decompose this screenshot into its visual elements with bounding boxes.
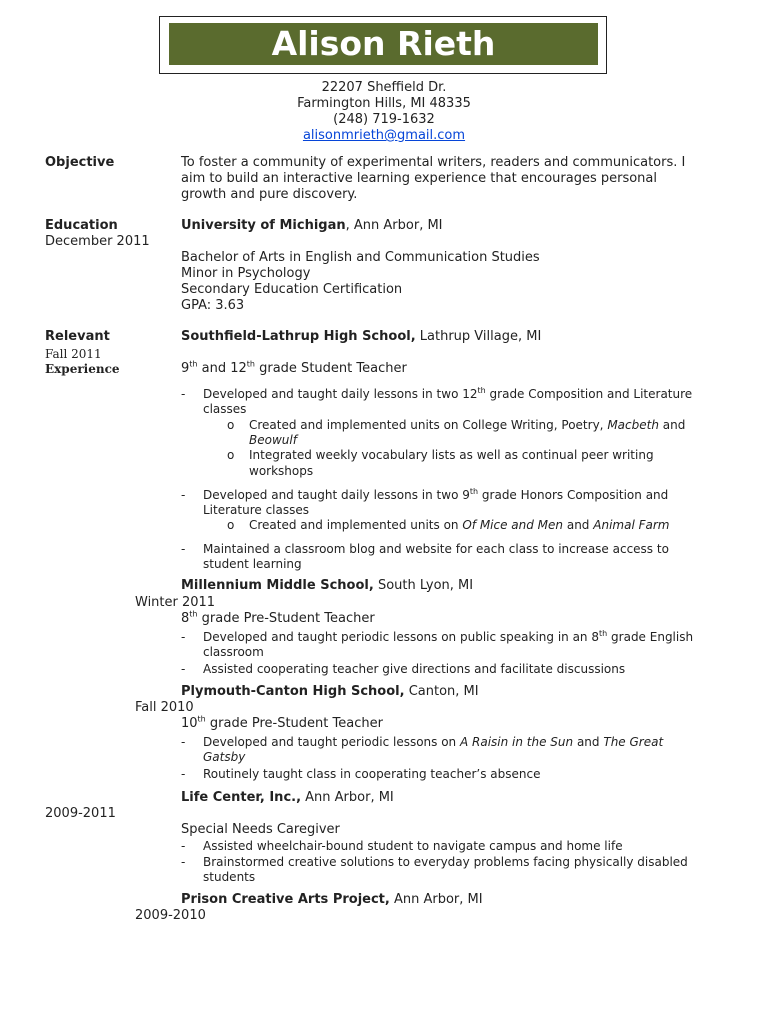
job1-bullet2-line2: Literature classes (203, 503, 309, 517)
bullet-dash: - (181, 735, 186, 749)
sub-bullet-circle: o (227, 448, 235, 462)
title-italic: Gatsby (203, 750, 246, 764)
job1-sub3 (249, 518, 669, 533)
job4-location: Ann Arbor, MI (301, 790, 394, 805)
text-sup: th (197, 714, 206, 724)
job1-sub2-line1: Integrated weekly vocabulary lists as well as continual peer writing (249, 448, 654, 462)
job1-sub2-line2: workshops (249, 464, 314, 478)
job3-role (181, 716, 383, 732)
sub-bullet-circle: o (227, 518, 235, 532)
education-date: December 2011 (45, 234, 150, 249)
education-degree: Bachelor of Arts in English and Communication Studies (181, 250, 540, 265)
text-part: Created and implemented units on College Writing, Poetry, (249, 418, 608, 432)
text-part: 8 (181, 611, 190, 626)
job1-bullet1-line2: classes (203, 402, 247, 416)
education-school-line (181, 218, 443, 234)
job2-bullet1-line1 (203, 630, 693, 645)
text-sup: th (469, 487, 479, 496)
text-sup: th (477, 386, 486, 395)
bullet-dash: - (181, 542, 186, 556)
education-location: , Ann Arbor, MI (345, 218, 443, 233)
text-part: grade Pre-Student Teacher (197, 611, 375, 626)
education-minor: Minor in Psychology (181, 266, 311, 281)
job1-role-part: and 12 (197, 361, 247, 376)
text-part: and (658, 418, 686, 432)
job1-bullet3-line2: student learning (203, 557, 302, 571)
address-line-2: Farmington Hills, MI 48335 (297, 96, 471, 111)
title-italic: Beowulf (249, 433, 297, 447)
experience-label: Experience (45, 362, 120, 376)
job5-date: 2009-2010 (135, 908, 206, 923)
job4-bullet1: Assisted wheelchair-bound student to navigate campus and home life (203, 839, 623, 853)
job1-org: Southfield-Lathrup High School, (181, 329, 416, 344)
education-certification: Secondary Education Certification (181, 282, 403, 297)
job5-location: Ann Arbor, MI (389, 892, 483, 907)
job4-bullet2-line1: Brainstormed creative solutions to everyday problems facing physically disabled (203, 855, 688, 869)
name-header-box (159, 16, 607, 74)
sub-bullet-circle: o (227, 418, 235, 432)
text-sup: th (599, 629, 608, 638)
job1-location: Lathrup Village, MI (415, 329, 542, 344)
job3-bullet2: Routinely taught class in cooperating teacher’s absence (203, 767, 541, 781)
title-italic: Macbeth (607, 418, 659, 432)
text-part: Developed and taught periodic lessons on public speaking in an 8 (203, 630, 599, 644)
bullet-dash: - (181, 387, 186, 401)
job1-role-sup: th (246, 359, 255, 369)
job4-heading (181, 790, 394, 806)
education-gpa: GPA: 3.63 (181, 298, 245, 313)
text-part: grade Pre-Student Teacher (205, 716, 383, 731)
education-label: Education (45, 218, 118, 233)
job1-bullet1-line1 (203, 387, 692, 402)
job4-org: Life Center, Inc., (181, 790, 302, 805)
job1-bullet3-line1: Maintained a classroom blog and website for each class to increase access to (203, 542, 669, 556)
objective-line-3: growth and pure discovery. (181, 187, 358, 202)
job3-bullet1-line1 (203, 735, 663, 750)
text-part: and (573, 735, 604, 749)
bullet-dash: - (181, 630, 186, 644)
job1-heading (181, 329, 541, 345)
bullet-dash: - (181, 662, 186, 676)
job1-role-sup: th (189, 359, 198, 369)
job1-sub1-line1 (249, 418, 685, 433)
job4-role: Special Needs Caregiver (181, 822, 340, 837)
bullet-dash: - (181, 855, 186, 869)
job1-date: Fall 2011 (45, 347, 102, 361)
objective-label: Objective (45, 155, 115, 170)
text-part: Developed and taught daily lessons in two 9 (203, 488, 470, 502)
job3-org: Plymouth-Canton High School, (181, 684, 405, 699)
job2-date: Winter 2011 (135, 595, 216, 610)
text-part: and (563, 518, 594, 532)
job4-date: 2009-2011 (45, 806, 116, 821)
job3-location: Canton, MI (404, 684, 479, 699)
text-part: Developed and taught daily lessons in two 12 (203, 387, 478, 401)
email-wrap (0, 128, 768, 144)
job3-heading (181, 684, 479, 700)
title-italic: A Raisin in the Sun (459, 735, 574, 749)
job1-bullet2-line1 (203, 488, 668, 503)
title-italic: The Great (603, 735, 664, 749)
job2-heading (181, 578, 473, 594)
job1-role-part: grade Student Teacher (254, 361, 407, 376)
address-line-1: 22207 Sheffield Dr. (321, 80, 447, 95)
relevant-label: Relevant (45, 329, 110, 344)
title-italic: Of Mice and Men (462, 518, 564, 532)
job1-role-part: 9 (181, 361, 190, 376)
job5-heading (181, 892, 483, 908)
job3-bullet1-line2 (203, 750, 245, 765)
job3-date: Fall 2010 (135, 700, 194, 715)
title-italic: Animal Farm (593, 518, 670, 532)
text-part: grade English (607, 630, 694, 644)
text-part: Created and implemented units on (249, 518, 463, 532)
email-link[interactable]: alisonmrieth@gmail.com (302, 128, 466, 143)
job1-role (181, 361, 407, 377)
job2-role (181, 611, 375, 627)
job1-sub1-line2 (249, 433, 297, 448)
name-title: Alison Rieth (169, 23, 598, 65)
job2-bullet2: Assisted cooperating teacher give directions and facilitate discussions (203, 662, 626, 676)
job5-org: Prison Creative Arts Project, (181, 892, 390, 907)
objective-line-2: aim to build an interactive learning experience that encourages personal (181, 171, 657, 186)
objective-line-1: To foster a community of experimental writers, readers and communicators. I (181, 155, 686, 170)
text-part: grade Composition and Literature (485, 387, 693, 401)
text-part: Developed and taught periodic lessons on (203, 735, 460, 749)
text-part: 10 (181, 716, 198, 731)
job2-bullet1-line2: classroom (203, 645, 264, 659)
bullet-dash: - (181, 839, 186, 853)
job4-bullet2-line2: students (203, 870, 256, 884)
phone: (248) 719-1632 (333, 112, 435, 127)
text-sup: th (189, 609, 198, 619)
job2-location: South Lyon, MI (373, 578, 474, 593)
bullet-dash: - (181, 767, 186, 781)
education-school: University of Michigan (181, 218, 346, 233)
job2-org: Millennium Middle School, (181, 578, 374, 593)
bullet-dash: - (181, 488, 186, 502)
text-part: grade Honors Composition and (478, 488, 669, 502)
